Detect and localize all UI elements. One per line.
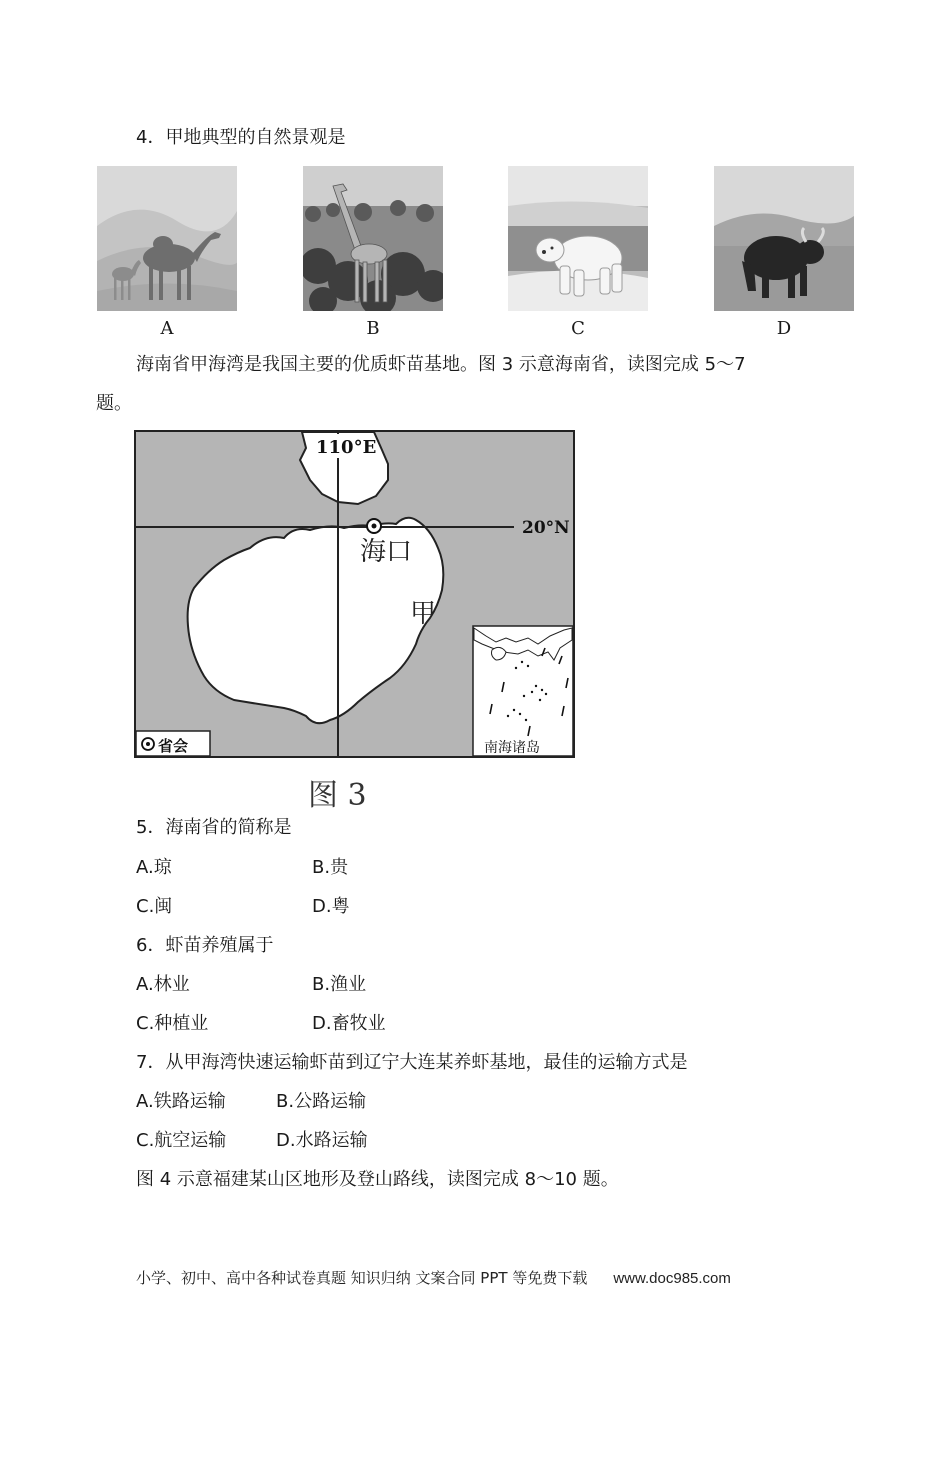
city-label-haikou: 海口 bbox=[360, 537, 413, 567]
q5-stem: 5．海南省的简称是 bbox=[136, 817, 292, 838]
yak-grassland-photo bbox=[714, 166, 854, 311]
figure-caption: 图 3 bbox=[308, 778, 367, 813]
q6-option-a[interactable]: A.林业 bbox=[136, 974, 190, 995]
q6-option-c[interactable]: C.种植业 bbox=[136, 1013, 209, 1034]
q5-option-c[interactable]: C.闽 bbox=[136, 896, 173, 917]
legend-label: 省会 bbox=[158, 737, 189, 755]
polar-bear-photo bbox=[508, 166, 648, 311]
fig4-intro: 图 4 示意福建某山区地形及登山路线，读图完成 8～10 题。 bbox=[136, 1169, 619, 1190]
q6-stem: 6．虾苗养殖属于 bbox=[136, 935, 274, 956]
q7-option-c[interactable]: C.航空运输 bbox=[136, 1130, 227, 1151]
footer-url[interactable]: www.doc985.com bbox=[613, 1270, 731, 1287]
option-label-b: B bbox=[366, 318, 380, 339]
q7-stem: 7．从甲海湾快速运输虾苗到辽宁大连某养虾基地，最佳的运输方式是 bbox=[136, 1052, 688, 1073]
q4-stem: 4．甲地典型的自然景观是 bbox=[136, 127, 346, 148]
page-footer bbox=[136, 1267, 731, 1288]
savanna-giraffe-photo bbox=[303, 166, 443, 311]
desert-camels-photo bbox=[97, 166, 237, 311]
footer-text: 小学、初中、高中各种试卷真题 知识归纳 文案合同 PPT 等免费下载 bbox=[136, 1269, 588, 1287]
intro-line-1: 海南省甲海湾是我国主要的优质虾苗基地。图 3 示意海南省，读图完成 5～7 bbox=[136, 354, 746, 375]
q7-option-a[interactable]: A.铁路运输 bbox=[136, 1091, 226, 1112]
q6-option-b[interactable]: B.渔业 bbox=[312, 974, 367, 995]
latitude-label: 20°N bbox=[522, 518, 570, 538]
hainan-map bbox=[134, 430, 576, 760]
q5-option-a[interactable]: A.琼 bbox=[136, 857, 172, 878]
place-label-jia: 甲 bbox=[410, 599, 437, 629]
option-label-c: C bbox=[571, 318, 585, 339]
q7-option-d[interactable]: D.水路运输 bbox=[276, 1130, 368, 1151]
q6-option-d[interactable]: D.畜牧业 bbox=[312, 1013, 386, 1034]
south-sea-islands-inset bbox=[473, 626, 573, 756]
inset-label: 南海诸岛 bbox=[484, 740, 540, 756]
q5-option-d[interactable]: D.粤 bbox=[312, 896, 350, 917]
q5-option-b[interactable]: B.贵 bbox=[312, 857, 349, 878]
option-label-d: D bbox=[776, 318, 792, 339]
q7-option-b[interactable]: B.公路运输 bbox=[276, 1091, 367, 1112]
intro-line-2: 题。 bbox=[96, 393, 132, 414]
longitude-label: 110°E bbox=[316, 437, 377, 458]
option-label-a: A bbox=[160, 318, 174, 339]
